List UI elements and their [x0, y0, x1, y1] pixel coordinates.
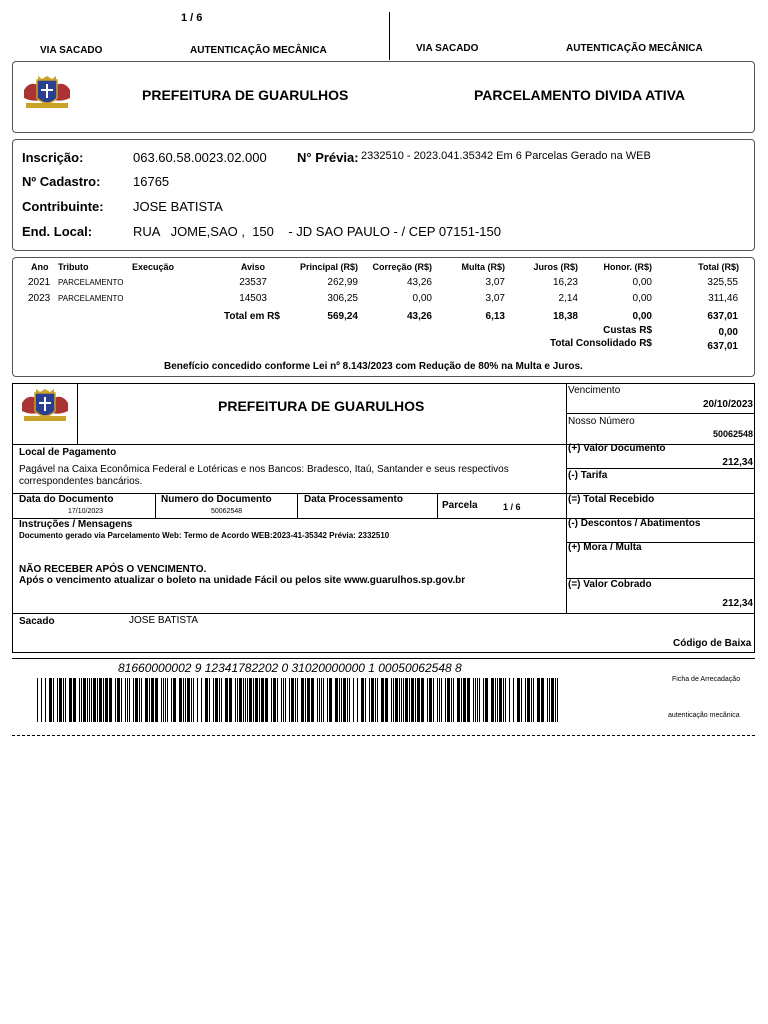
valor-cobrado-value: 212,34 [722, 598, 753, 609]
local-pagamento-label: Local de Pagamento [19, 447, 117, 458]
previa-value: 2332510 - 2023.041.35342 Em 6 Parcelas Gerado na WEB [361, 150, 651, 162]
col-header-correcao: Correção (R$) [372, 262, 432, 272]
table-row-1-principal: 262,99 [327, 277, 358, 288]
guarulhos-coat-of-arms-icon [18, 389, 72, 423]
table-row-1-total: 325,55 [707, 277, 738, 288]
divider [566, 413, 755, 414]
table-row-2-juros: 2,14 [558, 293, 578, 304]
table-row-1-multa: 3,07 [485, 277, 505, 288]
page-counter: 1 / 6 [181, 12, 203, 24]
slip-logo-divider [77, 383, 78, 444]
instrucoes-label: Instruções / Mensagens [19, 519, 133, 530]
custas-value: 0,00 [718, 327, 738, 338]
consolidado-value: 637,01 [707, 341, 738, 352]
instrucoes-line: Documento gerado via Parcelamento Web: Termo de Acordo WEB:2023-41-35342 Prévia: 2332510 [19, 531, 390, 540]
divider [12, 658, 755, 659]
end-local-value: RUA JOME,SAO , 150 - JD SAO PAULO - / CEP 07151-150 [133, 224, 501, 239]
table-row-2-tributo: PARCELAMENTO [58, 294, 124, 303]
nosso-numero-value: 50062548 [712, 429, 753, 439]
table-row-1-aviso: 23537 [239, 277, 267, 288]
autenticacao-mecanica: autenticação mecânica [668, 712, 740, 719]
end-local-label: End. Local: [22, 224, 93, 239]
table-row-2-honor: 0,00 [632, 293, 652, 304]
parcela-value: 1 / 6 [503, 502, 521, 512]
cadastro-label: Nº Cadastro: [22, 174, 101, 189]
tarifa-label: (-) Tarifa [568, 470, 608, 481]
vencimento-value: 20/10/2023 [702, 399, 753, 410]
table-row-1-correcao: 43,26 [406, 277, 432, 288]
apos-vencimento-note: Após o vencimento atualizar o boleto na unidade Fácil ou pelos site www.guarulhos.sp.gov.br [19, 575, 466, 586]
total-correcao: 43,26 [406, 311, 432, 322]
total-multa: 6,13 [485, 311, 505, 322]
data-processamento-label: Data Processamento [304, 494, 403, 505]
total-label: Total em R$ [224, 311, 280, 322]
sacado-value: JOSE BATISTA [129, 615, 199, 626]
header-org: PREFEITURA DE GUARULHOS [142, 87, 349, 103]
total-juros: 18,38 [552, 311, 578, 322]
col-header-principal: Principal (R$) [299, 262, 358, 272]
col-header-total: Total (R$) [698, 262, 739, 272]
top-divider [389, 12, 390, 60]
col-header-execucao: Execução [132, 262, 175, 272]
numero-documento-value: 50062548 [211, 508, 243, 515]
vencimento-label: Vencimento [568, 385, 621, 396]
table-row-1-honor: 0,00 [632, 277, 652, 288]
data-documento-label: Data do Documento [19, 494, 114, 505]
parcela-label: Parcela [442, 500, 478, 511]
table-row-1-juros: 16,23 [552, 277, 578, 288]
numero-documento-label: Numero do Documento [161, 494, 272, 505]
codigo-baixa-label: Código de Baixa [673, 638, 752, 649]
col-header-ano: Ano [31, 262, 49, 272]
guarulhos-coat-of-arms-icon [20, 76, 74, 110]
header-doc-title: PARCELAMENTO DIVIDA ATIVA [474, 87, 686, 103]
cadastro-value: 16765 [133, 174, 170, 189]
table-row-2-aviso: 14503 [239, 293, 267, 304]
via-sacado-left: VIA SACADO [40, 45, 103, 56]
slip-org: PREFEITURA DE GUARULHOS [218, 398, 425, 414]
descontos-label: (-) Descontos / Abatimentos [568, 518, 701, 529]
col-header-juros: Juros (R$) [533, 262, 578, 272]
barcode-image [37, 678, 561, 722]
table-row-1-ano: 2021 [28, 277, 51, 288]
col-header-honor: Honor. (R$) [603, 262, 652, 272]
data-documento-value: 17/10/2023 [68, 508, 104, 515]
table-row-2-multa: 3,07 [485, 293, 505, 304]
table-row-1-tributo: PARCELAMENTO [58, 278, 124, 287]
valor-documento-label: (+) Valor Documento [568, 443, 666, 454]
divider [12, 613, 755, 614]
previa-label: N° Prévia: [297, 150, 359, 165]
nao-receber-warning: NÃO RECEBER APÓS O VENCIMENTO. [19, 564, 207, 575]
mora-multa-label: (+) Mora / Multa [568, 542, 642, 553]
table-row-2-principal: 306,25 [327, 293, 358, 304]
autenticacao-left: AUTENTICAÇÃO MECÂNICA [190, 45, 327, 56]
divider [297, 493, 298, 518]
divider [437, 493, 438, 518]
autenticacao-right: AUTENTICAÇÃO MECÂNICA [566, 43, 703, 54]
nosso-numero-label: Nosso Número [568, 416, 635, 427]
table-row-2-ano: 2023 [28, 293, 51, 304]
col-header-aviso: Aviso [240, 262, 265, 272]
total-recebido-label: (=) Total Recebido [568, 494, 655, 505]
consolidado-label: Total Consolidado R$ [549, 338, 652, 349]
divider [155, 493, 156, 518]
table-row-2-correcao: 0,00 [412, 293, 432, 304]
ficha-arrecadacao: Ficha de Arrecadação [672, 676, 741, 683]
sacado-label: Sacado [19, 616, 55, 627]
custas-label: Custas R$ [603, 325, 652, 336]
total-principal: 569,24 [327, 311, 358, 322]
divider [566, 468, 755, 469]
local-pagamento-text: Pagável na Caixa Econômica Federal e Lotéricas e nos Bancos: Bradesco, Itaú, Santander e seus respectivos correspondentes bancários. [19, 464, 509, 487]
inscricao-value: 063.60.58.0023.02.000 [133, 150, 267, 165]
valor-documento-value: 212,34 [722, 457, 753, 468]
cut-line [12, 735, 755, 736]
beneficio-note: Benefício concedido conforme Lei nº 8.143/2023 com Redução de 80% na Multa e Juros. [164, 361, 583, 372]
via-sacado-right: VIA SACADO [416, 43, 479, 54]
table-row-2-total: 311,46 [708, 293, 738, 304]
valor-cobrado-label: (=) Valor Cobrado [568, 579, 652, 590]
col-header-tributo: Tributo [58, 262, 89, 272]
barcode-digits: 81660000002 9 12341782202 0 31020000000 1 00050062548 8 [118, 661, 462, 675]
contribuinte-value: JOSE BATISTA [133, 199, 223, 214]
total-honor: 0,00 [632, 311, 652, 322]
inscricao-label: Inscrição: [22, 150, 84, 165]
total-total: 637,01 [707, 311, 738, 322]
col-header-multa: Multa (R$) [461, 262, 505, 272]
contribuinte-label: Contribuinte: [22, 199, 104, 214]
